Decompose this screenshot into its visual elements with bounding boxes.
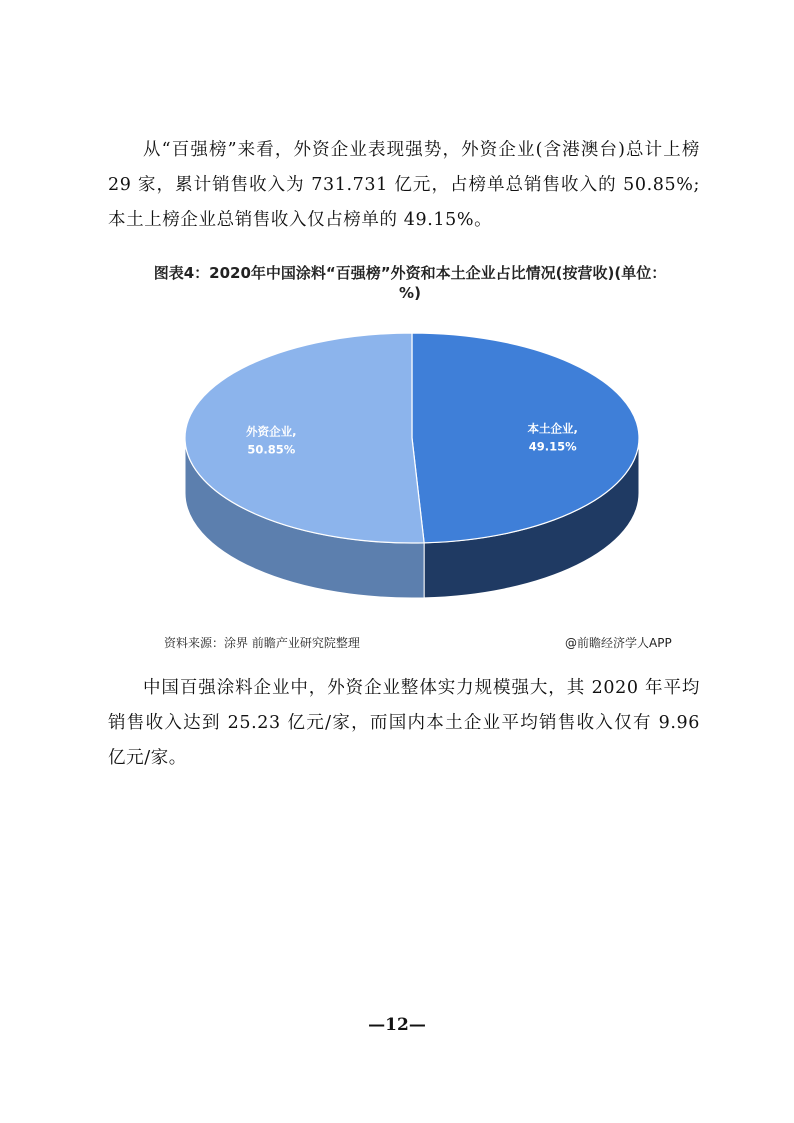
pie-label-0: 本土企业, (527, 421, 578, 436)
intro-paragraph: 从“百强榜”来看，外资企业表现强势，外资企业(含港澳台)总计上榜 29 家，累计销售收入为 731.731 亿元，占榜单总销售收入的 50.85%;本土上榜企业总销售收入仅占榜单的 49.15%。 (108, 140, 700, 230)
chart-credit: @前瞻经济学人APP (565, 636, 672, 650)
chart-title: 图表4：2020年中国涂料“百强榜”外资和本土企业占比情况(按营收)(单位：%) (153, 264, 667, 302)
pie-value-label-0: 49.15% (528, 439, 577, 454)
pie-value-label-1: 50.85% (247, 442, 296, 457)
pie-chart (150, 310, 650, 615)
pie-label-1: 外资企业, (246, 424, 297, 439)
analysis-paragraph: 中国百强涂料企业中，外资企业整体实力规模强大，其 2020 年平均销售收入达到 25.23 亿元/家，而国内本土企业平均销售收入仅有 9.96 亿元/家。 (108, 678, 700, 768)
chart-source: 资料来源：涂界 前瞻产业研究院整理 (164, 636, 360, 650)
page-number: —12— (368, 1015, 426, 1035)
